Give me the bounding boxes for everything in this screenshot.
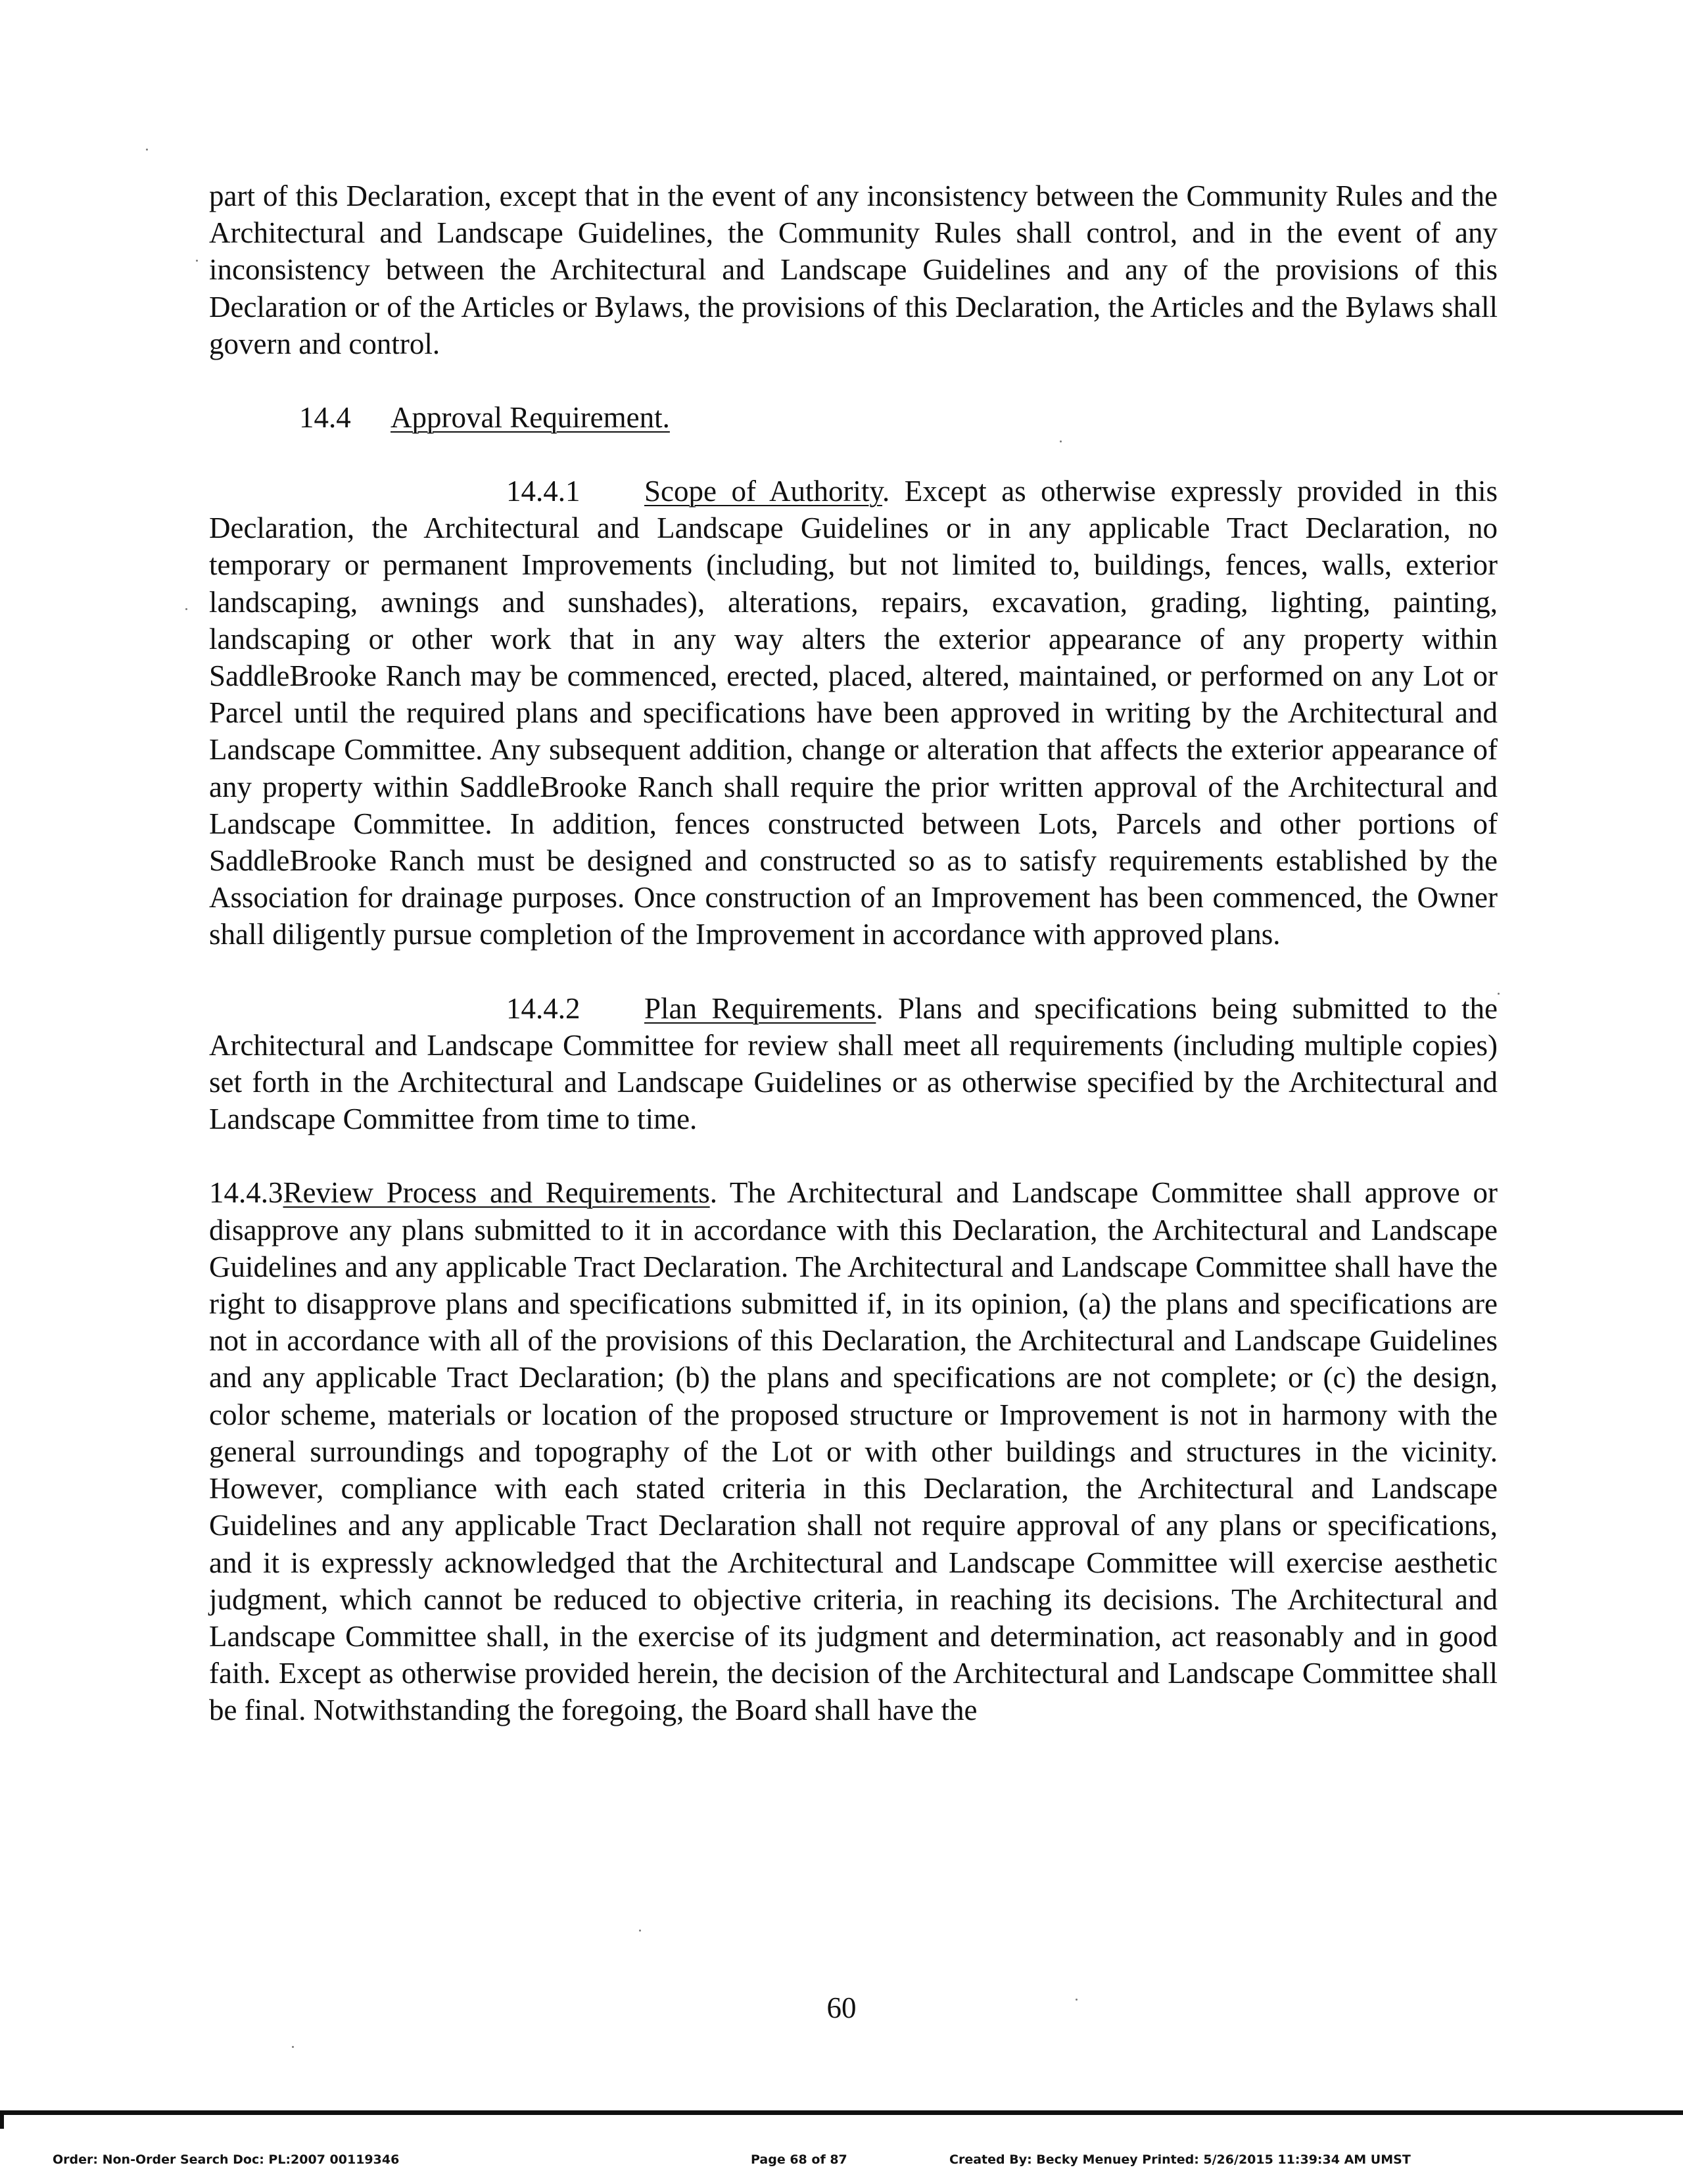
section-title: Approval Requirement.: [391, 401, 670, 435]
subsection-text: . Except as otherwise expressly provided in this Declaration, the Architectural and Landscape Guidelines or in any applicable Tract Declaration, no temporary or permanent Improvements (including, but not limited to, buildings, fences, walls, exterior landscaping, awnings and sunshades), alterations, repairs, excavation, grading, lighting, painting, landscaping or other work that in any way alters the exterior appearance of any property within SaddleBrooke Ranch may be commenced, erected, placed, altered, maintained, or performed on any Lot or Parcel until the required plans and specifications have been approved in writing by the Architectural and Landscape Committee. Any subsequent addition, change or alteration that affects the exterior appearance of any property within SaddleBrooke Ranch shall require the prior written approval of the Architectural and Landscape Committee. In addition, fences constructed between Lots, Parcels and other portions of SaddleBrooke Ranch must be designed and constructed so as to satisfy requirements established by the Association for drainage purposes. Once construction of an Improvement has been commenced, the Owner shall diligently pursue completion of the Improvement in accordance with approved plans.: [209, 475, 1498, 951]
scan-speck: [146, 149, 148, 151]
subsection-14-4-1: [209, 473, 1498, 953]
scan-speck: [639, 1930, 641, 1932]
scan-speck: [196, 260, 198, 262]
footer-order-info: Order: Non-Order Search Doc: PL:2007 00119346: [53, 2152, 400, 2167]
subsection-text: . The Architectural and Landscape Committee shall approve or disapprove any plans submitted to it in accordance with this Declaration, the Architectural and Landscape Guidelines and any applicable Tract Declaration. The Architectural and Landscape Committee shall have the right to disapprove plans and specifications submitted if, in its opinion, (a) the plans and specifications are not in accordance with all of the provisions of this Declaration, the Architectural and Landscape Guidelines and any applicable Tract Declaration; (b) the plans and specifications are not complete; or (c) the design, color scheme, materials or location of the proposed structure or Improvement is not in harmony with the general surroundings and topography of the Lot or with other buildings and structures in the vicinity. However, compliance with each stated criteria in this Declaration, the Architectural and Landscape Guidelines and any applicable Tract Declaration shall not require approval of any plans or specifications, and it is expressly acknowledged that the Architectural and Landscape Committee will exercise aesthetic judgment, which cannot be reduced to objective criteria, in reaching its decisions. The Architectural and Landscape Committee shall, in the exercise of its judgment and determination, act reasonably and in good faith. Except as otherwise provided herein, the decision of the Architectural and Landscape Committee shall be final. Notwithstanding the foregoing, the Board shall have the: [209, 1176, 1498, 1727]
footer-created-info: Created By: Becky Menuey Printed: 5/26/2015 11:39:34 AM UMST: [949, 2152, 1411, 2167]
footer-rule-tick: [0, 2114, 4, 2129]
subsection-number: 14.4.3: [209, 1176, 283, 1210]
subsection-title: Review Process and Requirements: [283, 1176, 710, 1210]
scan-speck: [1498, 993, 1500, 995]
section-number: 14.4: [299, 401, 351, 435]
scan-speck: [1060, 440, 1062, 442]
intro-paragraph: part of this Declaration, except that in the event of any inconsistency between the Community Rules and the Architectural and Landscape Guidelines, the Community Rules shall control, and in the event of any inconsistency between the Architectural and Landscape Guidelines and any of the provisions of this Declaration or of the Articles or Bylaws, the provisions of this Declaration, the Articles and the Bylaws shall govern and control.: [209, 179, 1498, 360]
subsection-text: . Plans and specifications being submitted to the Architectural and Landscape Committee for review shall meet all requirements (including multiple copies) set forth in the Architectural and Landscape Guidelines or as otherwise specified by the Architectural and Landscape Committee from time to time.: [209, 991, 1498, 1136]
scan-speck: [185, 608, 187, 610]
subsection-number: 14.4.2: [506, 991, 581, 1025]
scan-speck: [292, 2046, 294, 2048]
subsection-title: Scope of Authority: [644, 475, 883, 508]
scan-speck: [1076, 1999, 1078, 2001]
subsection-14-4-3: [209, 1174, 1498, 1728]
subsection-number: 14.4.1: [506, 475, 581, 508]
page-number: 60: [826, 1991, 857, 2024]
footer-rule: [0, 2110, 1683, 2115]
subsection-title: Plan Requirements: [644, 991, 876, 1025]
document-body: [209, 178, 1498, 1729]
footer-page-info: Page 68 of 87: [751, 2152, 847, 2167]
subsection-14-4-2: [209, 990, 1498, 1138]
section-heading-14-4: [209, 399, 1498, 436]
